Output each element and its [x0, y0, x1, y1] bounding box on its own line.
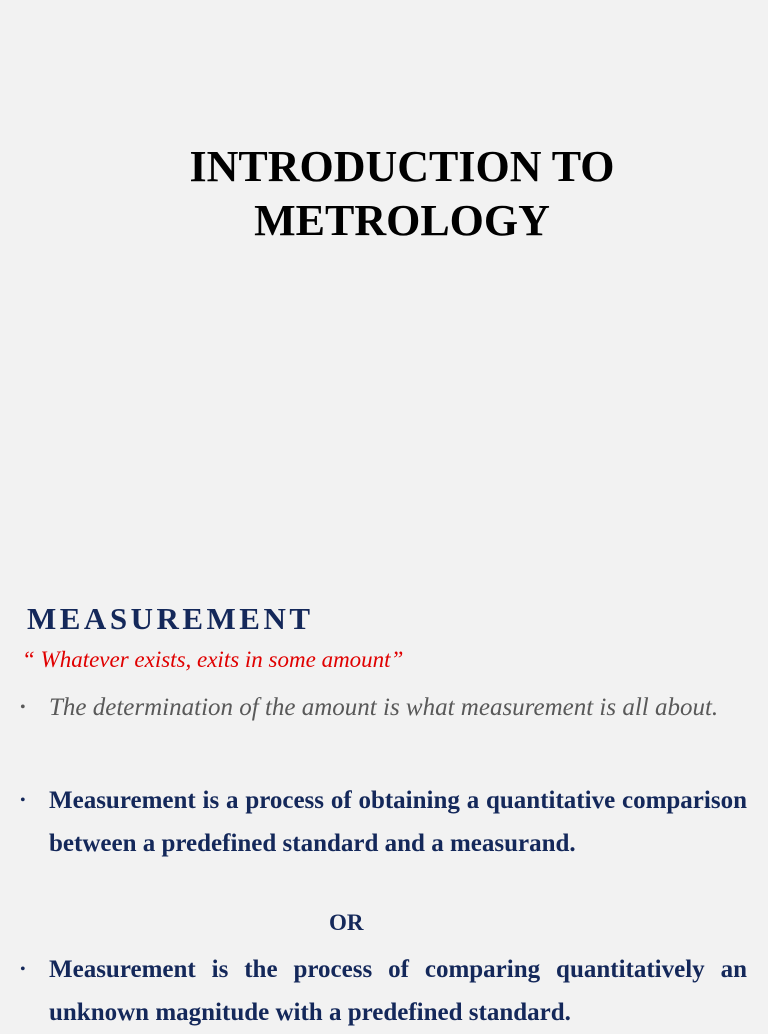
slide-title-line-2: METROLOGY — [254, 196, 550, 245]
bullet-text: Measurement is a process of obtaining a quantitative comparison between a predefined standard and a measurand. — [49, 787, 747, 857]
quote-text: “ Whatever exists, exits in some amount” — [22, 647, 404, 672]
or-separator: OR — [329, 910, 364, 935]
bullet-marker: • — [20, 699, 26, 716]
slide-title — [0, 140, 768, 248]
section-heading: MEASUREMENT — [27, 601, 314, 636]
bullet-marker: • — [20, 961, 26, 978]
bullet-marker: • — [20, 792, 26, 809]
bullet-text: Measurement is the process of comparing quantitatively an unknown magnitude with a predefined standard. — [49, 956, 747, 1026]
slide-title-line-1: INTRODUCTION TO — [189, 142, 615, 191]
bullet-text: The determination of the amount is what measurement is all about. — [49, 694, 719, 721]
